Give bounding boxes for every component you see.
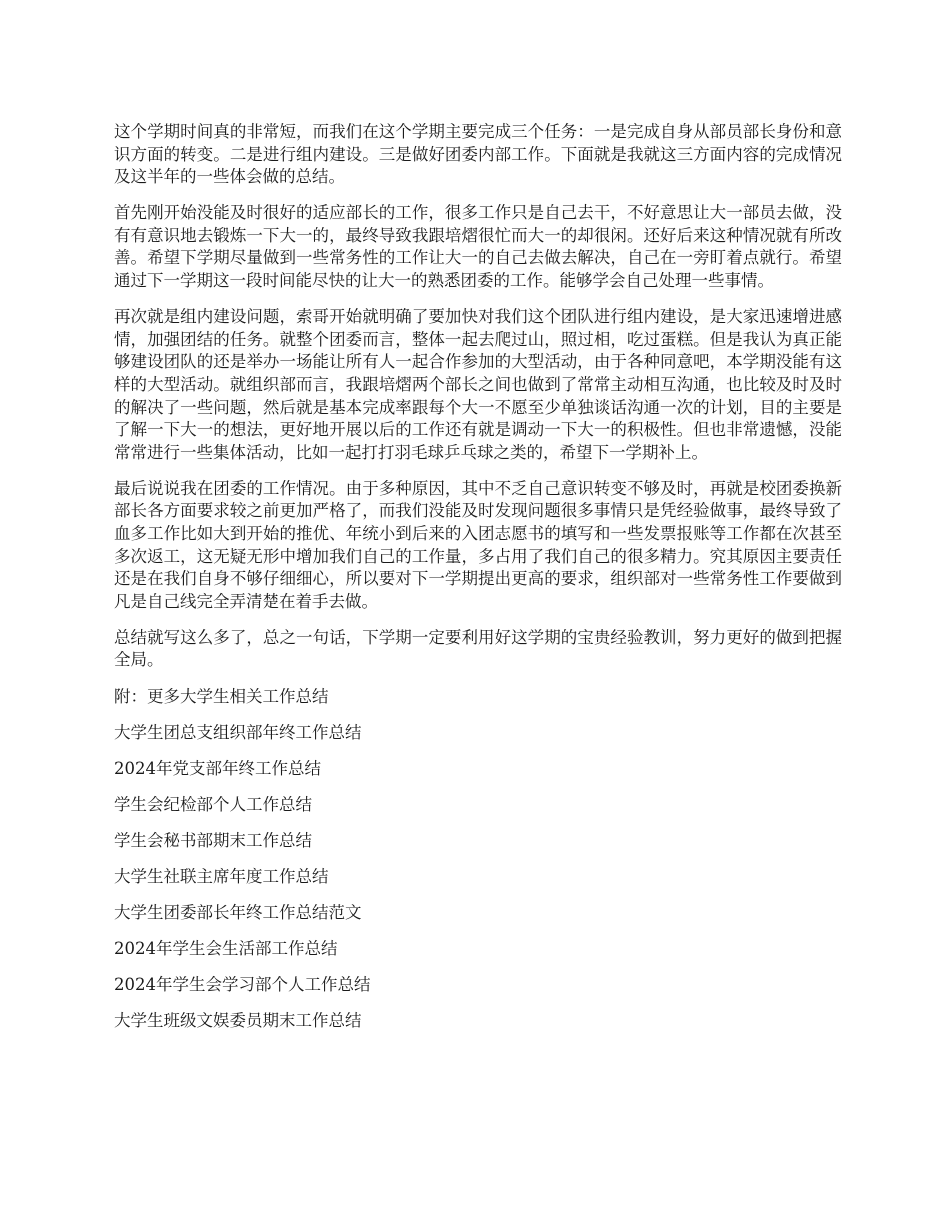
list-item [114,830,842,853]
list-item [114,1010,842,1033]
related-link[interactable]: 大学生团委部长年终工作总结范文 [114,903,362,923]
related-link[interactable]: 2024年党支部年终工作总结 [114,758,321,778]
related-link[interactable]: 大学生班级文娱委员期末工作总结 [114,1011,362,1031]
paragraph-team-building: 再次就是组内建设问题，索哥开始就明确了要加快对我们这个团队进行组内建设，是大家迅速增进感情，加强团结的任务。就整个团委而言，整体一起去爬过山，照过相，吃过蛋糕。但是我认为真正能够建设团队的还是举办一场能让所有人一起合作参加的大型活动，由于各种同意吧，本学期没能有这样的大型活动。就组织部而言，我跟培熠两个部长之间也做到了常常主动相互沟通，也比较及时及时的解决了一些问题，然后就是基本完成率跟每个大一不愿至少单独谈话沟通一次的计划，目的主要是了解一下大一的想法，更好地开展以后的工作还有就是调动一下大一的积极性。但也非常遗憾，没能常常进行一些集体活动，比如一起打打羽毛球乒乓球之类的，希望下一学期补上。 [114,307,842,462]
list-item [114,722,842,745]
list-item [114,938,842,961]
related-link[interactable]: 2024年学生会学习部个人工作总结 [114,975,371,995]
paragraph-conclusion: 总结就写这么多了，总之一句话，下学期一定要利用好这学期的宝贵经验教训，努力更好的做到把握全局。 [114,627,842,670]
related-link[interactable]: 学生会秘书部期末工作总结 [114,830,312,850]
paragraph-role-transition: 首先刚开始没能及时很好的适应部长的工作，很多工作只是自己去干，不好意思让大一部员去做，没有有意识地去锻炼一下大一的，最终导致我跟培熠很忙而大一的却很闲。还好后来这种情况就有所改善。希望下学期尽量做到一些常务性的工作让大一的自己去做去解决，自己在一旁盯着点就行。希望通过下一学期这一段时间能尽快的让大一的熟悉团委的工作。能够学会自己处理一些事情。 [114,203,842,291]
paragraph-committee-work: 最后说说我在团委的工作情况。由于多种原因，其中不乏自己意识转变不够及时，再就是校团委换新部长各方面要求较之前更加严格了，而我们没能及时发现问题很多事情只是凭经验做事，最终导致了血多工作比如大到开始的推优、年统小到后来的入团志愿书的填写和一些发票报账等工作都在次甚至多次返工，这无疑无形中增加我们自己的工作量，多占用了我们自己的很多精力。究其原因主要责任还是在我们自身不够仔细细心，所以要对下一学期提出更高的要求，组织部对一些常务性工作要做到凡是自己线完全弄清楚在着手去做。 [114,478,842,611]
document-body [114,121,842,1047]
related-link[interactable]: 2024年学生会生活部工作总结 [114,939,338,959]
paragraph-intro: 这个学期时间真的非常短，而我们在这个学期主要完成三个任务：一是完成自身从部员部长身份和意识方面的转变。二是进行组内建设。三是做好团委内部工作。下面就是我就这三方面内容的完成情况及这半年的一些体会做的总结。 [114,122,842,187]
list-item [114,794,842,817]
appendix-label: 附：更多大学生相关工作总结 [114,686,329,706]
related-link[interactable]: 大学生团总支组织部年终工作总结 [114,722,362,742]
list-item [114,902,842,925]
related-links-list [114,722,842,1033]
list-item [114,974,842,997]
related-link[interactable]: 学生会纪检部个人工作总结 [114,794,312,814]
list-item [114,866,842,889]
list-item [114,758,842,781]
related-link[interactable]: 大学生社联主席年度工作总结 [114,867,329,887]
